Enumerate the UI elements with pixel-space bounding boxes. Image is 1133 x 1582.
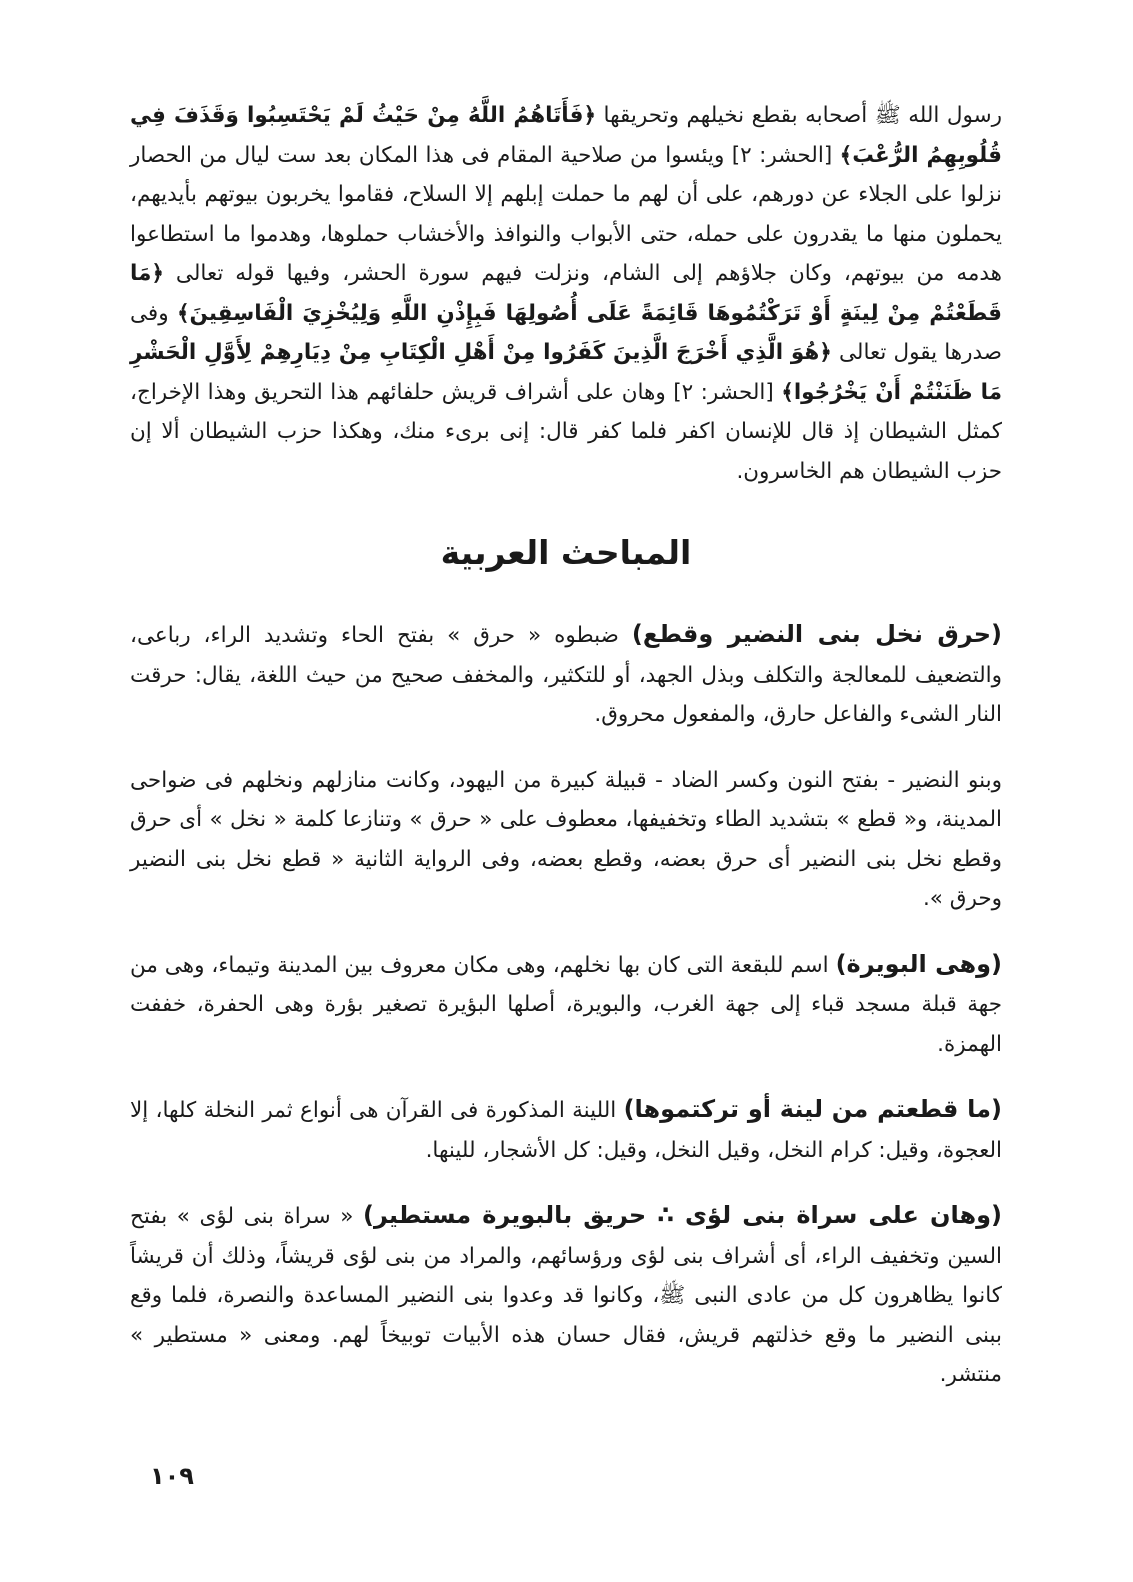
entry-body: وبنو النضير - بفتح النون وكسر الضاد - قبيلة كبيرة من اليهود، وكانت منازلهم ونخلهم فى ضواحى المدينة، و« قطع » بتشديد الطاء وتخفيفها، معطوف على « حرق » وتنازعا كلمة « نخل » أى حرق وقطع نخل بنى النضير أى حرق بعضه، وقطع بعضه، وفى الرواية الثانية « قطع نخل بنى النضير وحرق ».	[130, 767, 1002, 911]
section-title: المباحث العربية	[440, 533, 692, 572]
intro-text-1: رسول الله ﷺ أصحابه بقطع نخيلهم وتحريقها	[596, 103, 1002, 128]
entry-heading: (ما قطعتم من لينة أو تركتموها)	[623, 1095, 1002, 1123]
entry-paragraph	[130, 1090, 1002, 1170]
intro-paragraph	[130, 96, 1002, 491]
entry-heading: (حرق نخل بنى النضير وقطع)	[631, 620, 1003, 648]
entry-body: اللينة المذكورة فى القرآن هى أنواع ثمر النخلة كلها، إلا العجوة، وقيل: كرام النخل، وقيل النخل، وقيل: كل الأشجار، للينها.	[130, 1098, 1002, 1163]
intro-text-2: [الحشر: ٢] ويئسوا من صلاحية المقام فى هذا المكان بعد ست ليال من الحصار نزلوا على الجلاء عن دورهم، على أن لهم ما حملت إبلهم إلا السلاح، فقاموا يخربون بيوتهم بأيديهم، يحملون منها ما يقدرون على حمله، حتى الأبواب والنوافذ والأخشاب حملوها، وهدموا ما استطاعوا هدمه من بيوتهم، وكان جلاؤهم إلى الشام، ونزلت فيهم سورة الحشر، وفيها قوله تعالى	[130, 142, 1002, 286]
page-number: ١٠٩	[150, 1462, 194, 1490]
entry-body: ضبطوه « حرق » بفتح الحاء وتشديد الراء، رباعى، والتضعيف للمعالجة والتكلف وبذل الجهد، أو للتكثير، والمخفف صحيح من حيث اللغة، يقال: حرقت النار الشىء والفاعل حارق، والمفعول محروق.	[130, 623, 1002, 727]
intro-text-4: [الحشر: ٢] وهان على أشراف قريش حلفائهم هذا التحريق وهذا الإخراج، كمثل الشيطان إذ قال للإنسان اكفر فلما كفر قال: إنى برىء منك، وهكذا حزب الشيطان ألا إن حزب الشيطان هم الخاسرون.	[130, 379, 1002, 484]
intro-text-3: وفى صدرها يقول تعالى	[130, 300, 1003, 365]
page-content	[130, 96, 1002, 1536]
entry-heading: (وهى البويرة)	[835, 949, 1002, 978]
entry-paragraph	[130, 761, 1002, 919]
entry-paragraph	[130, 945, 1002, 1065]
quran-verse-3: ﴿هُوَ الَّذِي أَخْرَجَ الَّذِينَ كَفَرُوا مِنْ أَهْلِ الْكِتَابِ مِنْ دِيَارِهِمْ لِأَوَّلِ الْحَشْرِ مَا ظَنَنْتُمْ أَنْ يَخْرُجُوا﴾	[130, 340, 1003, 405]
entry-body: « سراة بنى لؤى » بفتح السين وتخفيف الراء، أى أشراف بنى لؤى ورؤسائهم، والمراد من بنى لؤى قريشاً، وذلك أن قريشاً كانوا يظاهرون كل من عادى النبى ﷺ، وكانوا قد وعدوا بنى النضير المساعدة والنصرة، فلما وقع ببنى النضير ما وقع خذلتهم قريش، فقال حسان هذه الأبيات توبيخاً لهم. ومعنى « مستطير » منتشر.	[130, 1204, 1002, 1387]
entry-paragraph	[130, 1196, 1002, 1395]
entry-heading: (وهان على سراة بنى لؤى ∴ حريق بالبويرة مستطير)	[362, 1201, 1002, 1229]
quran-verse-1: ﴿فَأَتَاهُمُ اللَّهُ مِنْ حَيْثُ لَمْ يَحْتَسِبُوا وَقَذَفَ فِي قُلُوبِهِمُ الرُّعْبَ﴾	[130, 103, 1003, 168]
entry-body: اسم للبقعة التى كان بها نخلهم، وهى مكان معروف بين المدينة وتيماء، وهى من جهة قبلة مسجد قباء إلى جهة الغرب، والبويرة، أصلها البؤيرة تصغير بؤرة وهى الحفرة، خففت الهمزة.	[130, 952, 1002, 1057]
quran-verse-2: ﴿مَا قَطَعْتُمْ مِنْ لِينَةٍ أَوْ تَرَكْتُمُوهَا قَائِمَةً عَلَى أُصُولِهَا فَبِإِذْنِ اللَّهِ وَلِيُخْزِيَ الْفَاسِقِينَ﴾	[130, 261, 1002, 326]
entry-paragraph	[130, 615, 1002, 735]
